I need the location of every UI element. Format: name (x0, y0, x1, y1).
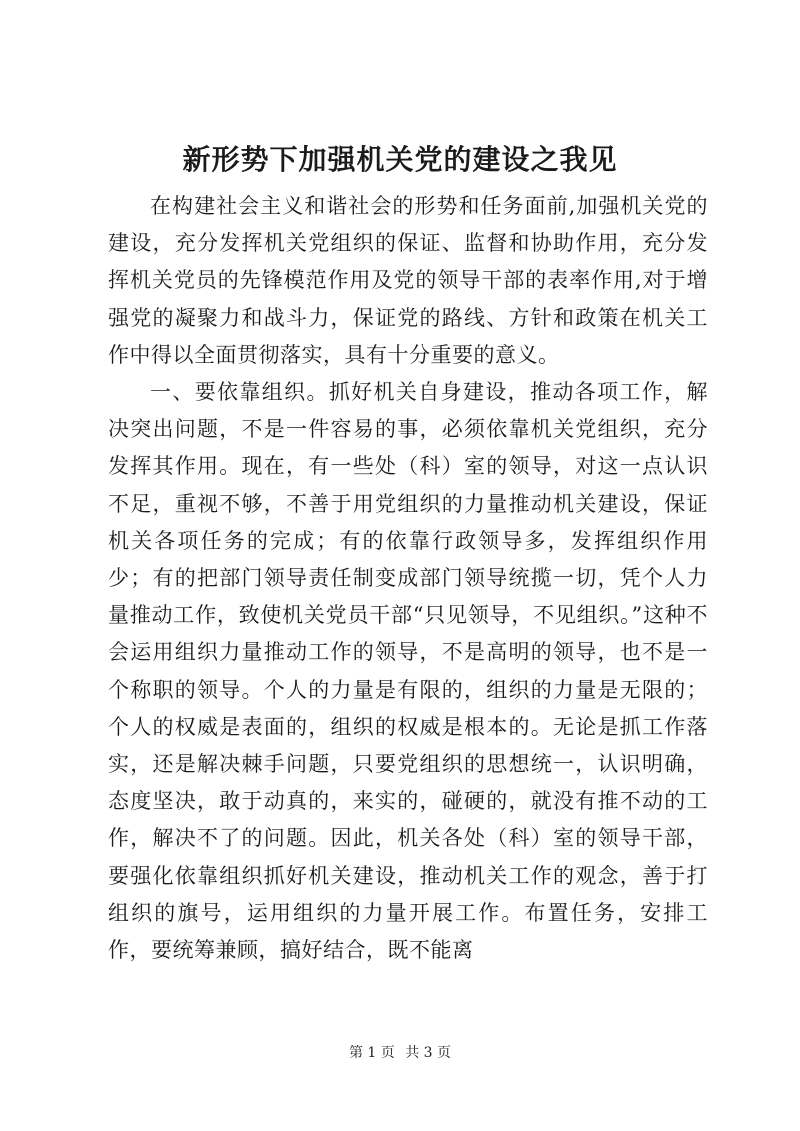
paragraph-intro: 在构建社会主义和谐社会的形势和任务面前,加强机关党的建设，充分发挥机关党组织的保证、监督和协助作用，充分发挥机关党员的先锋模范作用及党的领导干部的表率作用,对于增强党的凝聚力和战斗力，保证党的路线、方针和政策在机关工作中得以全面贯彻落实，具有十分重要的意义。 (108, 194, 708, 367)
document-title: 新形势下加强机关党的建设之我见 (182, 143, 618, 176)
page-footer (0, 1043, 800, 1063)
document-body (108, 188, 708, 969)
paragraph-section-one: 一、要依靠组织。抓好机关自身建设，推动各项工作，解决突出问题，不是一件容易的事，必须依靠机关党组织，充分发挥其作用。现在，有一些处（科）室的领导，对这一点认识不足，重视不够，不善于用党组织的力量推动机关建设，保证机关各项任务的完成；有的依靠行政领导多，发挥组织作用少；有的把部门领导责任制变成部门领导统揽一切，凭个人力量推动工作，致使机关党员干部“只见领导，不见组织。”这种不会运用组织力量推动工作的领导，不是高明的领导，也不是一个称职的领导。个人的力量是有限的，组织的力量是无限的；个人的权威是表面的，组织的权威是根本的。无论是抓工作落实，还是解决棘手问题，只要党组织的思想统一，认识明确，态度坚决，敢于动真的，来实的，碰硬的，就没有推不动的工作，解决不了的问题。因此，机关各处（科）室的领导干部，要强化依靠组织抓好机关建设，推动机关工作的观念，善于打组织的旗号，运用组织的力量开展工作。布置任务，安排工作，要统筹兼顾，搞好结合，既不能离 (108, 380, 708, 963)
page-total: 共 3 页 (405, 1045, 452, 1061)
page-number: 第 1 页 (348, 1045, 395, 1061)
